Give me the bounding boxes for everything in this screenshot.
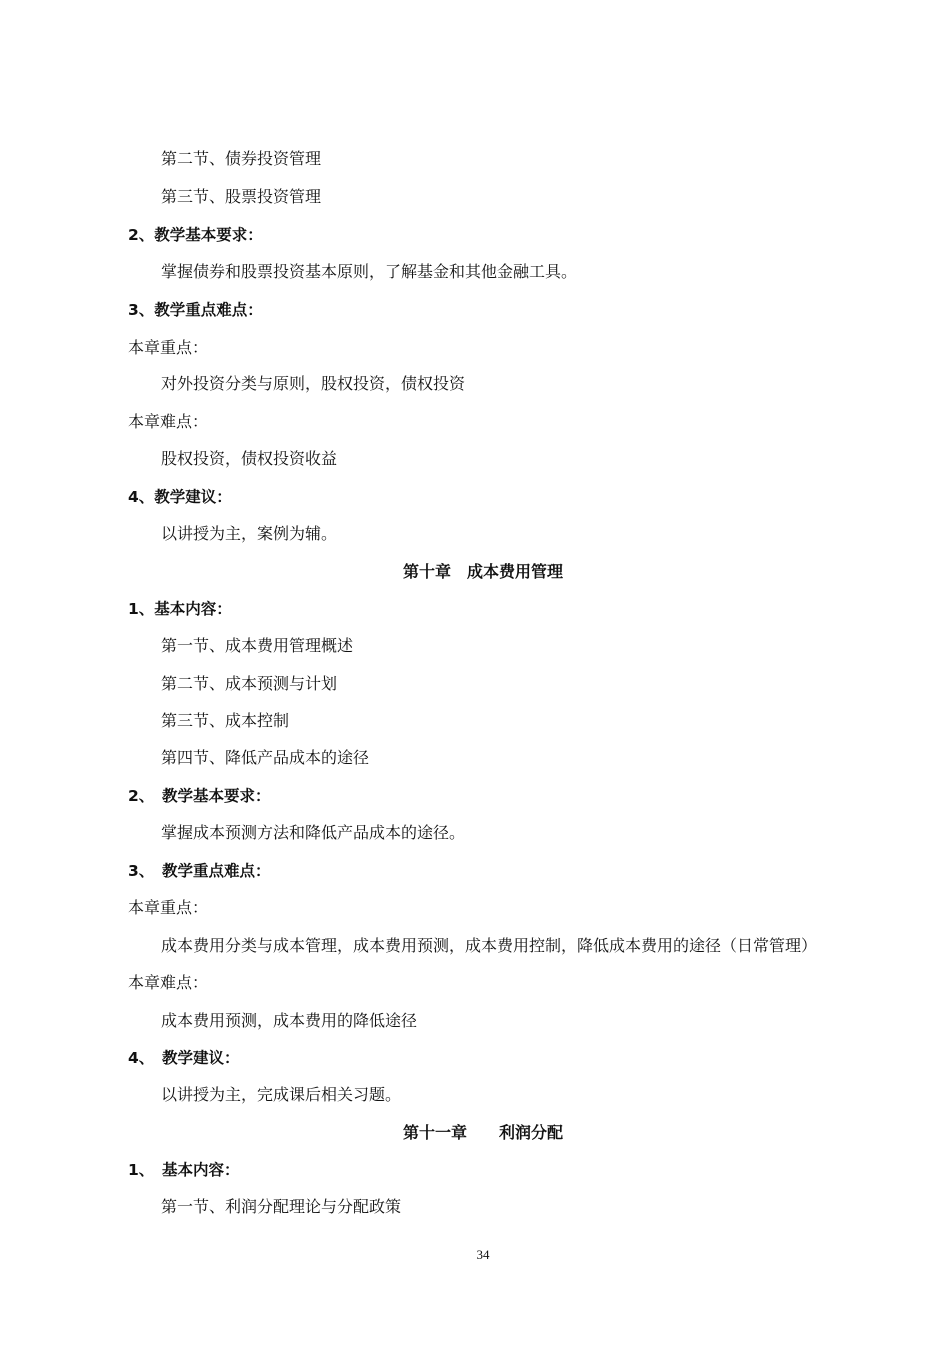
paragraph: 对外投资分类与原则，股权投资，债权投资 bbox=[161, 374, 466, 393]
label: 本章难点： bbox=[128, 412, 209, 431]
label: 本章重点： bbox=[128, 338, 209, 357]
paragraph: 掌握债券和股票投资基本原则，了解基金和其他金融工具。 bbox=[161, 262, 578, 281]
paragraph: 成本费用预测，成本费用的降低途径 bbox=[161, 1011, 418, 1030]
subheading: 2、 教学基本要求： bbox=[128, 787, 271, 805]
subheading: 3、 教学重点难点： bbox=[128, 862, 271, 880]
subheading: 4、教学建议： bbox=[128, 488, 232, 506]
paragraph: 成本费用分类与成本管理，成本费用预测，成本费用控制，降低成本费用的途径（日常管理） bbox=[161, 936, 818, 955]
paragraph: 股权投资，债权投资收益 bbox=[161, 449, 338, 468]
paragraph: 以讲授为主，案例为辅。 bbox=[161, 524, 338, 543]
subheading: 3、教学重点难点： bbox=[128, 301, 263, 319]
chapter-title: 第十一章 利润分配 bbox=[402, 1123, 563, 1142]
section-item: 第四节、降低产品成本的途径 bbox=[161, 748, 370, 767]
paragraph: 以讲授为主，完成课后相关习题。 bbox=[161, 1085, 402, 1104]
subheading: 1、 基本内容： bbox=[128, 1161, 240, 1179]
subheading: 4、 教学建议： bbox=[128, 1049, 240, 1067]
chapter-title: 第十章 成本费用管理 bbox=[402, 562, 563, 581]
subheading: 2、教学基本要求： bbox=[128, 226, 263, 244]
section-item: 第一节、利润分配理论与分配政策 bbox=[161, 1197, 402, 1216]
section-item: 第二节、债券投资管理 bbox=[161, 149, 322, 168]
label: 本章难点： bbox=[128, 973, 209, 992]
section-item: 第三节、股票投资管理 bbox=[161, 187, 322, 206]
page-number: 34 bbox=[476, 1247, 490, 1262]
section-item: 第一节、成本费用管理概述 bbox=[161, 636, 354, 655]
label: 本章重点： bbox=[128, 898, 209, 917]
section-item: 第三节、成本控制 bbox=[161, 711, 290, 730]
subheading: 1、基本内容： bbox=[128, 600, 232, 618]
paragraph: 掌握成本预测方法和降低产品成本的途径。 bbox=[161, 823, 466, 842]
section-item: 第二节、成本预测与计划 bbox=[161, 674, 338, 693]
